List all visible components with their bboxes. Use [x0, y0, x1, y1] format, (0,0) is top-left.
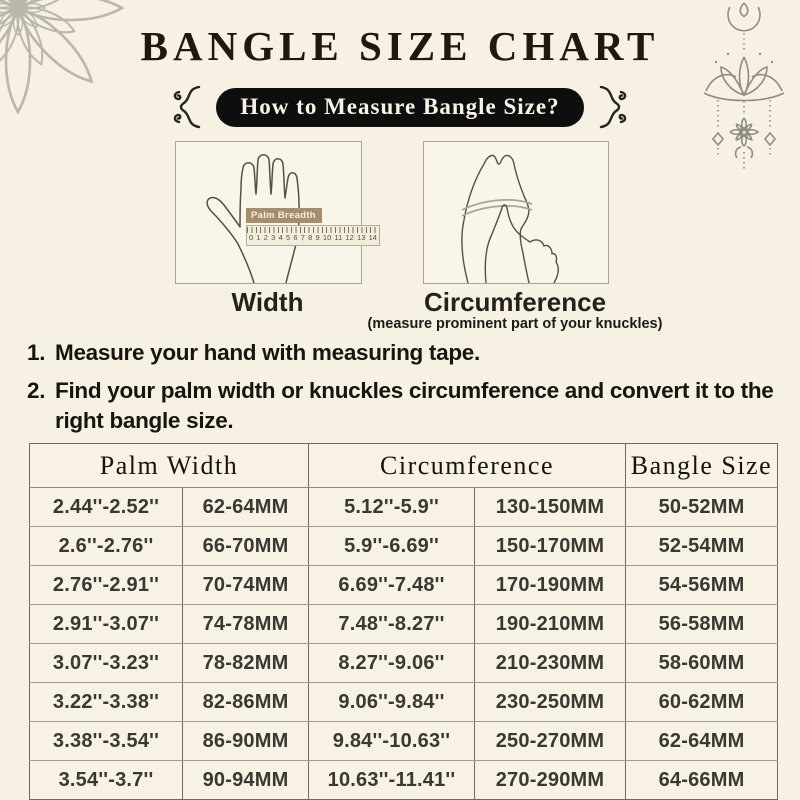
ruler-number: 13 [357, 233, 366, 242]
instruction-item [27, 338, 783, 367]
page-title: BANGLE SIZE CHART [140, 23, 660, 69]
header-bangle-size: Bangle Size [626, 444, 778, 488]
table-cell: 90-94MM [183, 761, 309, 800]
table-cell: 230-250MM [475, 683, 626, 722]
circumference-note: (measure prominent part of your knuckles) [367, 316, 663, 332]
instruction-number: 1. [27, 340, 46, 365]
table-cell: 130-150MM [475, 488, 626, 527]
ruler-number: 8 [308, 233, 313, 242]
instruction-text: Measure your hand with measuring tape. [55, 340, 480, 365]
circumference-caption: Circumference [423, 287, 607, 317]
table-cell: 190-210MM [475, 605, 626, 644]
ruler-number: 3 [271, 233, 276, 242]
flourish-right-icon [597, 84, 629, 130]
width-caption: Width [231, 287, 304, 317]
table-cell: 60-62MM [626, 683, 778, 722]
header-circumference: Circumference [309, 444, 626, 488]
ruler-number: 10 [322, 233, 332, 242]
instruction-text: Find your palm width or knuckles circumference and convert it to the right bangle size. [55, 378, 774, 433]
table-cell: 10.63''-11.41'' [309, 761, 475, 800]
table-cell: 74-78MM [183, 605, 309, 644]
ruler-number: 7 [300, 233, 305, 242]
table-cell: 210-230MM [475, 644, 626, 683]
table-cell: 50-52MM [626, 488, 778, 527]
ruler-number: 0 [249, 233, 254, 242]
badge-row [0, 86, 800, 128]
table-cell: 7.48''-8.27'' [309, 605, 475, 644]
table-cell: 9.84''-10.63'' [309, 722, 475, 761]
instruction-item [27, 376, 783, 435]
table-cell: 62-64MM [626, 722, 778, 761]
table-cell: 52-54MM [626, 527, 778, 566]
table-cell: 170-190MM [475, 566, 626, 605]
table-row [30, 644, 778, 683]
table-row [30, 488, 778, 527]
table-cell: 3.38''-3.54'' [30, 722, 183, 761]
table-row [30, 683, 778, 722]
table-cell: 6.69''-7.48'' [309, 566, 475, 605]
ruler-number: 11 [334, 233, 343, 242]
ruler-numbers [247, 233, 379, 243]
ruler-icon [246, 225, 380, 246]
table-cell: 5.9''-6.69'' [309, 527, 475, 566]
table-row [30, 566, 778, 605]
flourish-left-icon [171, 84, 203, 130]
table-cell: 250-270MM [475, 722, 626, 761]
table-row [30, 722, 778, 761]
table-row [30, 605, 778, 644]
table-header-row [30, 444, 778, 488]
ruler-number: 1 [256, 233, 261, 242]
ruler-number: 12 [345, 233, 354, 242]
ruler-number: 4 [278, 233, 283, 242]
table-cell: 5.12''-5.9'' [309, 488, 475, 527]
palm-width-illustration [175, 141, 377, 284]
size-table-body [30, 488, 778, 800]
table-cell: 2.6''-2.76'' [30, 527, 183, 566]
table-cell: 56-58MM [626, 605, 778, 644]
table-cell: 2.76''-2.91'' [30, 566, 183, 605]
table-cell: 78-82MM [183, 644, 309, 683]
how-to-measure-badge: How to Measure Bangle Size? [216, 88, 583, 127]
table-cell: 82-86MM [183, 683, 309, 722]
table-cell: 2.44''-2.52'' [30, 488, 183, 527]
table-cell: 3.22''-3.38'' [30, 683, 183, 722]
table-cell: 9.06''-9.84'' [309, 683, 475, 722]
bangle-size-table [29, 443, 778, 800]
ruler-number: 6 [293, 233, 298, 242]
table-cell: 64-66MM [626, 761, 778, 800]
header-palm-width: Palm Width [30, 444, 309, 488]
measuring-hand-icon [424, 142, 608, 283]
table-cell: 62-64MM [183, 488, 309, 527]
table-row [30, 527, 778, 566]
table-cell: 270-290MM [475, 761, 626, 800]
table-row [30, 761, 778, 800]
table-cell: 8.27''-9.06'' [309, 644, 475, 683]
ruler-number: 5 [285, 233, 291, 242]
table-cell: 3.07''-3.23'' [30, 644, 183, 683]
ruler-number: 2 [263, 233, 268, 242]
table-cell: 54-56MM [626, 566, 778, 605]
instruction-number: 2. [27, 378, 46, 404]
table-cell: 58-60MM [626, 644, 778, 683]
table-cell: 86-90MM [183, 722, 309, 761]
table-cell: 2.91''-3.07'' [30, 605, 183, 644]
table-cell: 70-74MM [183, 566, 309, 605]
circumference-illustration [423, 141, 609, 284]
table-cell: 3.54''-3.7'' [58, 768, 154, 791]
palm-breadth-label: Palm Breadth [246, 208, 322, 223]
table-cell: 150-170MM [475, 527, 626, 566]
ruler-number: 14 [368, 233, 377, 242]
ruler-number: 9 [315, 233, 320, 242]
instructions-list [27, 338, 783, 444]
table-cell: 66-70MM [183, 527, 309, 566]
